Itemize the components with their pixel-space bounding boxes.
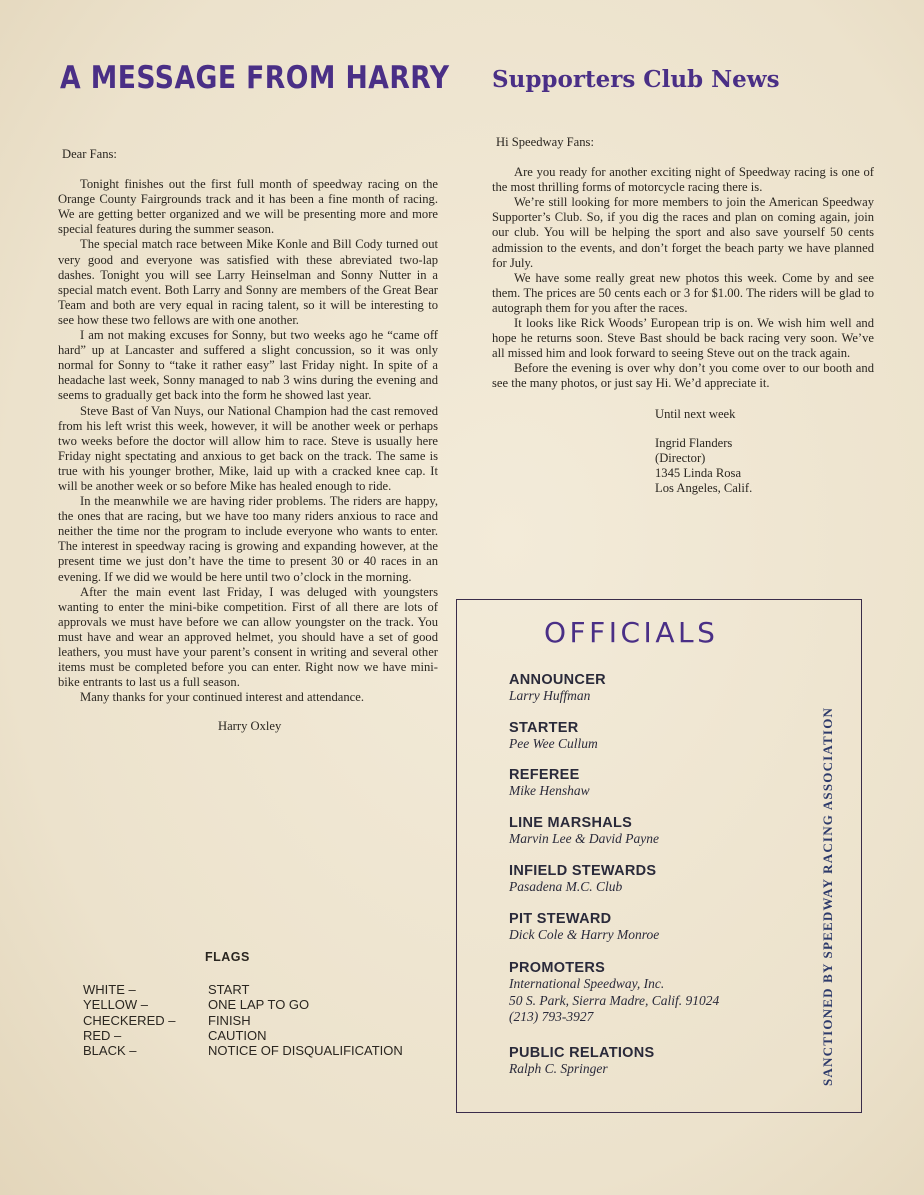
right-article-title: Supporters Club News [492,66,780,93]
official-role: INFIELD STEWARDS [509,863,657,879]
official-name: Mike Henshaw [509,783,590,798]
flag-color: CHECKERED – [83,1012,176,1028]
left-paragraph: Many thanks for your continued interest and attendance. [80,690,364,705]
flag-meaning: START [208,982,250,997]
official-entry [509,960,719,1026]
flag-row [83,982,403,997]
flag-color: RED – [83,1027,122,1043]
flag-row [83,1043,403,1058]
left-article-body [58,147,438,734]
flag-row [83,997,403,1012]
official-entry [509,1045,655,1078]
official-entry [509,672,606,705]
official-name: Pasadena M.C. Club [509,879,623,894]
left-paragraph: After the main event last Friday, I was deluged with youngsters wanting to enter the mini-bike competition. First of all there are lots of approvals we must have before we can allow youngster on the track. You must have and wear an approved helmet, you should have a set of good leathers, you must have your parent’s consent in writing and several other items must be completed before you can enter. Right now we have mini-bike entrants to last us a full season. [58,584,438,690]
official-role: ANNOUNCER [509,672,606,688]
left-paragraph: Tonight finishes out the first full month of speedway racing on the Orange County Fairgrounds track and it has been a fine month of racing. We are getting better organized and we will be presenting more and more special features during the summer season. [58,177,438,237]
flag-meaning: NOTICE OF DISQUALIFICATION [208,1043,403,1059]
left-signature: Harry Oxley [218,719,282,734]
flag-color: BLACK – [83,1043,137,1059]
official-role: PIT STEWARD [509,911,612,927]
signature-line: Los Angeles, Calif. [655,481,753,496]
official-entry [509,767,590,800]
right-paragraph: Before the evening is over why don’t you come over to our booth and see the many photos, or just say Hi. We’d appreciate it. [492,361,874,391]
right-greeting: Hi Speedway Fans: [496,135,594,149]
officials-title: OFFICIALS [544,616,719,649]
right-closing: Until next week [655,406,736,421]
right-paragraph: It looks like Rick Woods’ European trip is on. We wish him well and hope he returns soon. Steve Bast should be back racing very soon. We’ve all missed him and look forward to seeing Steve out on the track again. [492,316,874,361]
left-article-title: A MESSAGE FROM HARRY [60,60,450,96]
official-name: Pee Wee Cullum [509,736,598,751]
left-paragraph: Steve Bast of Van Nuys, our National Champion had the cast removed from his left wrist this week, however, it will be another week or perhaps two weeks before the doctor will allow him to race. Steve is usually here Friday night spectating and anxious to get back on the track. The same is true with his younger brother, Mike, laid up with a cracked knee cap. It will be another week or so before Mike has healed enough to ride. [58,403,438,493]
signature-line: Ingrid Flanders [655,435,733,450]
official-name: Marvin Lee & David Payne [509,831,659,846]
signature-line: 1345 Linda Rosa [655,466,742,480]
official-role: STARTER [509,720,579,736]
right-paragraph: We’re still looking for more members to join the American Speedway Supporter’s Club. So, if you dig the races and plan on coming again, join our club. You will be helping the sport and also save yourself 50 cents admission to the events, and don’t forget the beach party we have planned for July. [492,195,874,270]
right-signature-block [655,436,874,497]
flags-table [83,982,403,1058]
right-paragraph: We have some really great new photos this week. Come by and see them. The prices are 50 cents each or 3 for $1.00. The riders will be glad to autograph them for you after the races. [492,270,874,315]
flag-meaning: FINISH [208,1012,251,1028]
left-paragraph: In the meanwhile we are having rider problems. The riders are happy, the ones that are racing, but we have too many riders anxious to race and neither the time nor the program to include everyone who wants to enter. The interest in speedway racing is growing and expanding however, at the present time we just don’t have the time to present 30 or 40 races in an evening. If we did we would be here until two o’clock in the morning. [58,494,438,584]
official-name: Larry Huffman [509,688,591,703]
right-paragraph: Are you ready for another exciting night of Speedway racing is one of the most thrilling forms of motorcycle racing there is. [492,165,874,195]
right-article-body [492,135,874,496]
official-role: PROMOTERS [509,960,606,976]
signature-line: (Director) [655,450,706,465]
left-greeting: Dear Fans: [62,147,117,161]
official-entry [509,863,656,896]
left-paragraph: I am not making excuses for Sonny, but two weeks ago he “came off hard” up at Lancaster and suffered a slight concussion, so it was only normal for Sonny to “take it rather easy” last Friday night. In spite of a headache last week, Sonny managed to nab 3 wins during the evening and seems to gradually get back into the form he showed last year. [58,328,438,403]
official-name: Ralph C. Springer [509,1061,608,1076]
flag-row [83,1013,403,1028]
flag-row [83,1028,403,1043]
official-entry [509,720,598,753]
flag-color: YELLOW – [83,997,149,1013]
official-role: REFEREE [509,767,580,783]
sanction-label: SANCTIONED BY SPEEDWAY RACING ASSOCIATION [820,706,835,1086]
official-role: PUBLIC RELATIONS [509,1045,655,1061]
flag-meaning: ONE LAP TO GO [208,997,310,1013]
official-entry [509,815,659,848]
flag-meaning: CAUTION [208,1027,267,1043]
official-role: LINE MARSHALS [509,815,633,831]
flag-color: WHITE – [83,982,136,997]
officials-box [456,599,862,1113]
official-name: International Speedway, Inc. [509,976,665,991]
official-name: 50 S. Park, Sierra Madre, Calif. 91024 [509,992,720,1008]
official-name: Dick Cole & Harry Monroe [509,927,660,942]
official-name: (213) 793-3927 [509,1009,594,1024]
official-entry [509,911,659,944]
left-paragraph: The special match race between Mike Konle and Bill Cody turned out very good and everyone was satisfied with these abreviated two-lap dashes. Tonight you will see Larry Heinselman and Sonny Nutter in a special match event. Both Larry and Sonny are members of the Great Bear Team and both are very equal in racing talent, so it will be interesting to see how these two fellows are with one another. [58,237,438,327]
flags-title: FLAGS [205,950,250,964]
